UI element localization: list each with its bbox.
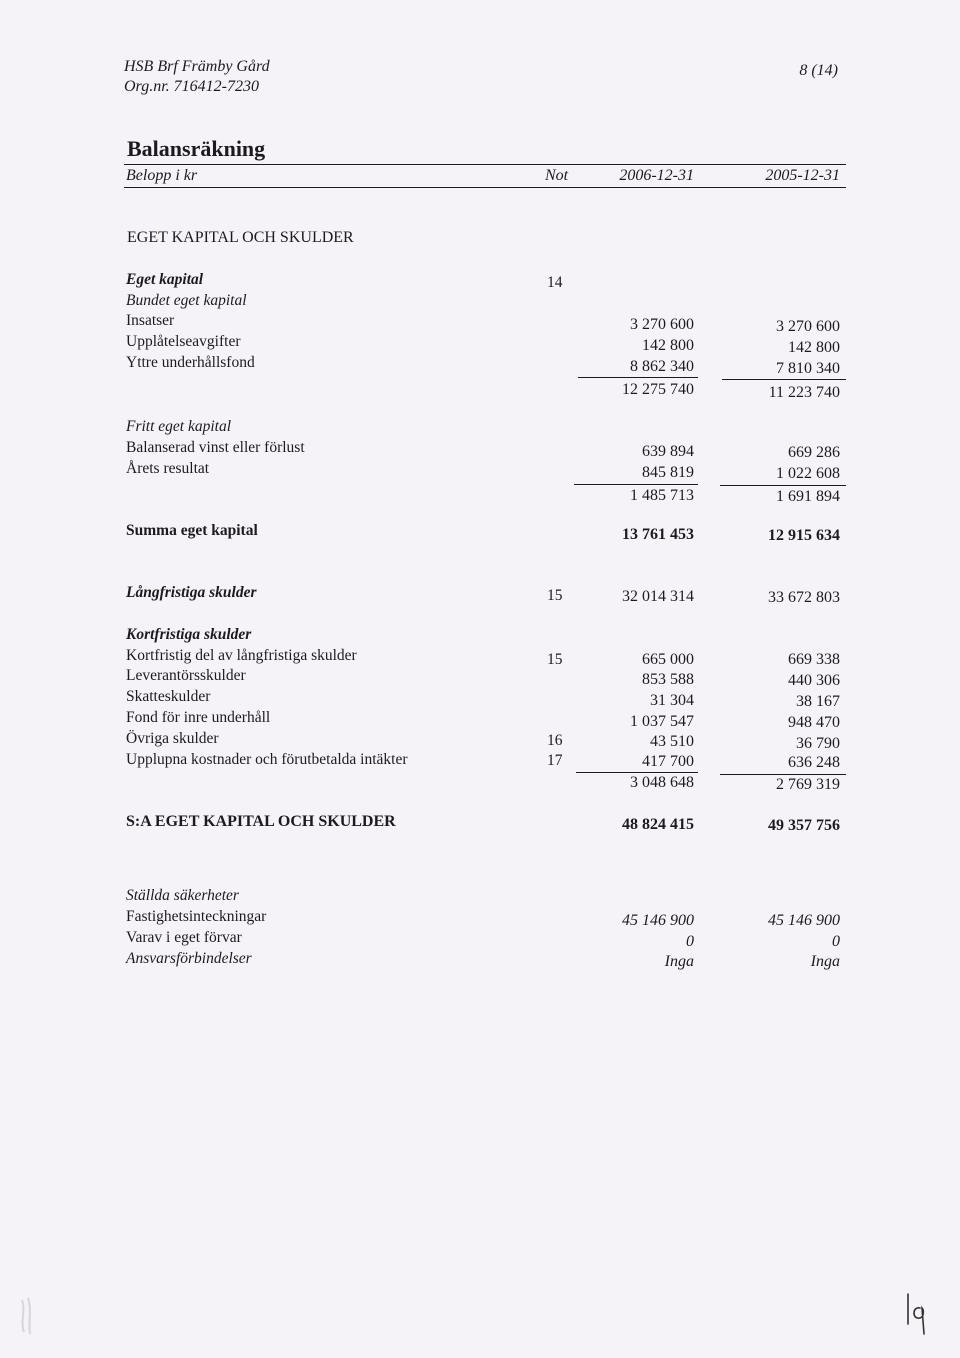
ansvar-2005: Inga bbox=[810, 953, 840, 970]
value-2005: 440 306 bbox=[788, 672, 840, 689]
summa-eget-kapital-2006: 13 761 453 bbox=[622, 526, 694, 543]
bundet-total-2006: 12 275 740 bbox=[622, 381, 694, 398]
eget-kapital-heading: Eget kapital bbox=[126, 271, 204, 288]
langfristiga-2005: 33 672 803 bbox=[768, 589, 840, 606]
page-number: 8 (14) bbox=[799, 62, 838, 79]
ansvar-2006: Inga bbox=[664, 953, 694, 970]
value-2006: 853 588 bbox=[642, 671, 694, 688]
langfristiga-note: 15 bbox=[547, 587, 563, 604]
value-2005: 1 022 608 bbox=[776, 465, 840, 482]
value-2005: 45 146 900 bbox=[768, 912, 840, 929]
value-2006: 0 bbox=[686, 933, 694, 950]
grand-total-label: S:A EGET KAPITAL OCH SKULDER bbox=[126, 813, 396, 830]
company-name: HSB Brf Främby Gård bbox=[124, 58, 270, 75]
unit-label: Belopp i kr bbox=[126, 167, 198, 184]
value-2005: 636 248 bbox=[788, 754, 840, 771]
note-column-header: Not bbox=[545, 167, 569, 184]
row-label: Övriga skulder bbox=[126, 730, 219, 747]
value-2006: 3 270 600 bbox=[630, 316, 694, 333]
fritt-heading: Fritt eget kapital bbox=[126, 418, 232, 435]
ansvar-label: Ansvarsförbindelser bbox=[126, 950, 252, 967]
value-2006: 8 862 340 bbox=[630, 358, 694, 375]
year-2005-header: 2005-12-31 bbox=[765, 167, 840, 184]
fritt-total-2006: 1 485 713 bbox=[630, 487, 694, 504]
subtotal-rule bbox=[722, 379, 846, 380]
value-2006: 665 000 bbox=[642, 651, 694, 668]
subtotal-rule bbox=[576, 772, 698, 773]
row-label: Balanserad vinst eller förlust bbox=[126, 439, 305, 456]
handwritten-page-mark bbox=[898, 1288, 938, 1338]
row-label: Årets resultat bbox=[126, 460, 210, 477]
bundet-total-2005: 11 223 740 bbox=[768, 384, 840, 401]
org-number: Org.nr. 716412-7230 bbox=[124, 78, 259, 95]
bundet-heading: Bundet eget kapital bbox=[126, 292, 247, 309]
value-2005: 38 167 bbox=[796, 693, 840, 710]
row-label: Skatteskulder bbox=[126, 688, 211, 705]
value-2006: 845 819 bbox=[642, 464, 694, 481]
value-2006: 43 510 bbox=[650, 733, 694, 750]
year-2006-header: 2006-12-31 bbox=[619, 167, 694, 184]
title-rule bbox=[124, 164, 846, 165]
row-note: 16 bbox=[547, 732, 563, 749]
summa-eget-kapital-2005: 12 915 634 bbox=[768, 527, 840, 544]
row-label: Fond för inre underhåll bbox=[126, 709, 271, 726]
value-2005: 3 270 600 bbox=[776, 318, 840, 335]
row-label: Fastighetsinteckningar bbox=[126, 908, 267, 925]
subtotal-rule bbox=[720, 774, 846, 775]
value-2005: 948 470 bbox=[788, 714, 840, 731]
row-note: 17 bbox=[547, 752, 563, 769]
row-label: Upplåtelseavgifter bbox=[126, 333, 241, 350]
value-2006: 31 304 bbox=[650, 692, 694, 709]
kortfristiga-total-2005: 2 769 319 bbox=[776, 776, 840, 793]
row-label: Kortfristig del av långfristiga skulder bbox=[126, 647, 357, 664]
value-2005: 0 bbox=[832, 933, 840, 950]
row-label: Yttre underhållsfond bbox=[126, 354, 255, 371]
langfristiga-2006: 32 014 314 bbox=[622, 588, 694, 605]
value-2006: 142 800 bbox=[642, 337, 694, 354]
langfristiga-label: Långfristiga skulder bbox=[126, 584, 257, 601]
kortfristiga-total-2006: 3 048 648 bbox=[630, 774, 694, 791]
value-2005: 669 338 bbox=[788, 651, 840, 668]
value-2006: 45 146 900 bbox=[622, 912, 694, 929]
page-title: Balansräkning bbox=[127, 136, 266, 161]
row-note: 15 bbox=[547, 651, 563, 668]
kortfristiga-heading: Kortfristiga skulder bbox=[126, 626, 252, 643]
row-label: Varav i eget förvar bbox=[126, 929, 242, 946]
row-label: Upplupna kostnader och förutbetalda intäkter bbox=[126, 751, 408, 768]
header-rule bbox=[124, 187, 846, 188]
value-2005: 142 800 bbox=[788, 339, 840, 356]
value-2005: 36 790 bbox=[796, 735, 840, 752]
subtotal-rule bbox=[574, 484, 698, 485]
section-title: EGET KAPITAL OCH SKULDER bbox=[127, 229, 354, 246]
row-label: Leverantörsskulder bbox=[126, 667, 246, 684]
value-2006: 639 894 bbox=[642, 443, 694, 460]
fritt-total-2005: 1 691 894 bbox=[776, 488, 840, 505]
row-label: Insatser bbox=[126, 312, 175, 329]
value-2006: 1 037 547 bbox=[630, 713, 694, 730]
subtotal-rule bbox=[578, 377, 698, 378]
grand-total-2006: 48 824 415 bbox=[622, 816, 694, 833]
value-2006: 417 700 bbox=[642, 753, 694, 770]
value-2005: 7 810 340 bbox=[776, 360, 840, 377]
value-2005: 669 286 bbox=[788, 444, 840, 461]
scan-smudge-mark bbox=[0, 1280, 80, 1350]
subtotal-rule bbox=[720, 485, 846, 486]
summa-eget-kapital-label: Summa eget kapital bbox=[126, 522, 258, 539]
sakerheter-heading: Ställda säkerheter bbox=[126, 887, 239, 904]
eget-kapital-note: 14 bbox=[547, 274, 563, 291]
grand-total-2005: 49 357 756 bbox=[768, 817, 840, 834]
